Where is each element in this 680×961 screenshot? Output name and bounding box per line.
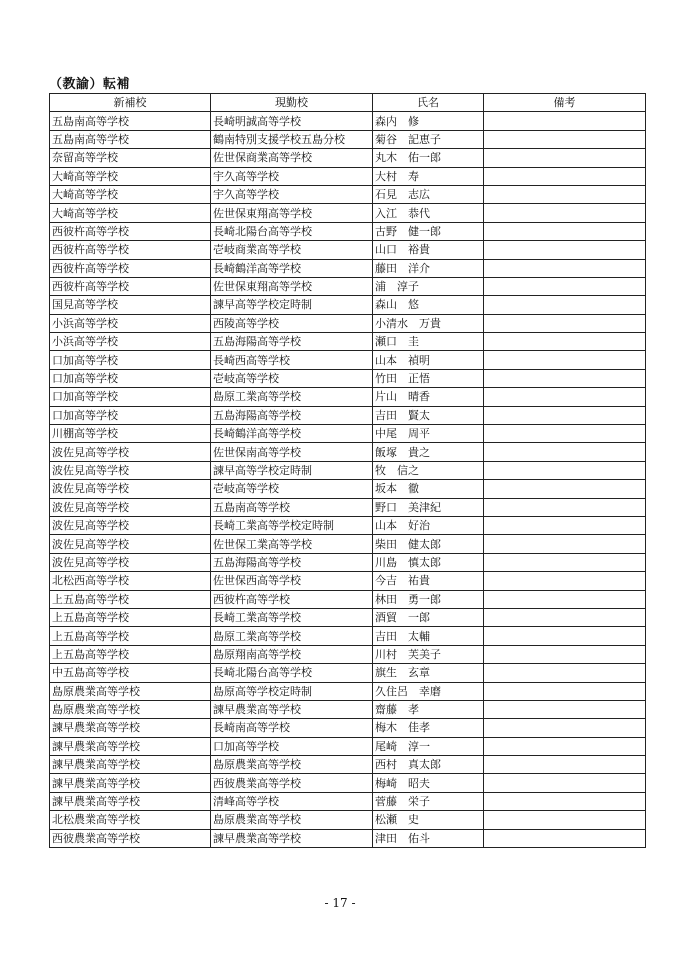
cell-current-school: 佐世保西高等学校 — [211, 572, 373, 590]
table-row — [50, 333, 646, 351]
cell-current-school: 島原農業高等学校 — [211, 811, 373, 829]
table-row — [50, 130, 646, 148]
cell-name: 小清水 万貴 — [373, 314, 484, 332]
cell-current-school: 長崎西高等学校 — [211, 351, 373, 369]
cell-current-school: 壱岐高等学校 — [211, 369, 373, 387]
cell-new-school: 西彼杵高等学校 — [50, 259, 211, 277]
table-row — [50, 461, 646, 479]
table-row — [50, 388, 646, 406]
cell-remarks — [484, 645, 646, 663]
cell-new-school: 上五島高等学校 — [50, 645, 211, 663]
cell-current-school: 長崎鶴洋高等学校 — [211, 259, 373, 277]
cell-name: 森山 悠 — [373, 296, 484, 314]
table-row — [50, 314, 646, 332]
cell-remarks — [484, 222, 646, 240]
cell-new-school: 国見高等学校 — [50, 296, 211, 314]
table-row — [50, 185, 646, 203]
cell-name: 林田 勇一郎 — [373, 590, 484, 608]
cell-new-school: 五島南高等学校 — [50, 130, 211, 148]
cell-name: 牧 信之 — [373, 461, 484, 479]
column-header-new-school: 新補校 — [50, 94, 211, 112]
cell-new-school: 西彼杵高等学校 — [50, 241, 211, 259]
cell-new-school: 川棚高等学校 — [50, 425, 211, 443]
cell-current-school: 諫早農業高等学校 — [211, 829, 373, 847]
cell-name: 酒貿 一郎 — [373, 608, 484, 626]
cell-name: 川村 芙美子 — [373, 645, 484, 663]
cell-remarks — [484, 167, 646, 185]
cell-remarks — [484, 369, 646, 387]
cell-new-school: 口加高等学校 — [50, 388, 211, 406]
cell-remarks — [484, 572, 646, 590]
cell-new-school: 島原農業高等学校 — [50, 682, 211, 700]
cell-new-school: 小浜高等学校 — [50, 333, 211, 351]
cell-name: 柴田 健太郎 — [373, 535, 484, 553]
cell-new-school: 西彼杵高等学校 — [50, 222, 211, 240]
cell-current-school: 五島海陽高等学校 — [211, 406, 373, 424]
cell-current-school: 西彼杵高等学校 — [211, 590, 373, 608]
table-row — [50, 664, 646, 682]
cell-name: 浦 淳子 — [373, 277, 484, 295]
table-row — [50, 112, 646, 130]
table-row — [50, 406, 646, 424]
cell-remarks — [484, 333, 646, 351]
cell-new-school: 西彼農業高等学校 — [50, 829, 211, 847]
cell-remarks — [484, 516, 646, 534]
cell-current-school: 壱岐商業高等学校 — [211, 241, 373, 259]
table-row — [50, 241, 646, 259]
cell-name: 飯塚 貴之 — [373, 443, 484, 461]
cell-new-school: 小浜高等学校 — [50, 314, 211, 332]
cell-new-school: 波佐見高等学校 — [50, 535, 211, 553]
cell-name: 今吉 祐貴 — [373, 572, 484, 590]
cell-new-school: 中五島高等学校 — [50, 664, 211, 682]
cell-current-school: 長崎北陽台高等学校 — [211, 664, 373, 682]
table-row — [50, 572, 646, 590]
cell-remarks — [484, 241, 646, 259]
table-row — [50, 682, 646, 700]
cell-remarks — [484, 149, 646, 167]
cell-remarks — [484, 756, 646, 774]
table-row — [50, 222, 646, 240]
table-row — [50, 204, 646, 222]
cell-name: 藤田 洋介 — [373, 259, 484, 277]
cell-remarks — [484, 811, 646, 829]
cell-name: 梅崎 昭夫 — [373, 774, 484, 792]
cell-name: 石見 志広 — [373, 185, 484, 203]
section-heading: （教諭）転補 — [49, 77, 131, 92]
cell-current-school: 長崎鶴洋高等学校 — [211, 425, 373, 443]
cell-current-school: 鶴南特別支援学校五島分校 — [211, 130, 373, 148]
cell-new-school: 波佐見高等学校 — [50, 553, 211, 571]
cell-name: 尾崎 淳一 — [373, 737, 484, 755]
cell-current-school: 五島南高等学校 — [211, 498, 373, 516]
cell-new-school: 波佐見高等学校 — [50, 498, 211, 516]
cell-new-school: 大崎高等学校 — [50, 204, 211, 222]
cell-name: 菅藤 栄子 — [373, 792, 484, 810]
table-row — [50, 774, 646, 792]
cell-current-school: 宇久高等学校 — [211, 167, 373, 185]
table-row — [50, 498, 646, 516]
cell-current-school: 西彼農業高等学校 — [211, 774, 373, 792]
cell-current-school: 口加高等学校 — [211, 737, 373, 755]
table-row — [50, 645, 646, 663]
cell-remarks — [484, 627, 646, 645]
cell-current-school: 長崎南高等学校 — [211, 719, 373, 737]
cell-current-school: 諫早高等学校定時制 — [211, 296, 373, 314]
table-row — [50, 480, 646, 498]
cell-current-school: 諫早高等学校定時制 — [211, 461, 373, 479]
cell-name: 中尾 周平 — [373, 425, 484, 443]
cell-remarks — [484, 774, 646, 792]
cell-remarks — [484, 185, 646, 203]
cell-current-school: 清峰高等学校 — [211, 792, 373, 810]
table-row — [50, 553, 646, 571]
cell-new-school: 諫早農業高等学校 — [50, 719, 211, 737]
cell-name: 森内 修 — [373, 112, 484, 130]
cell-name: 川島 慎太郎 — [373, 553, 484, 571]
cell-remarks — [484, 351, 646, 369]
table-row — [50, 535, 646, 553]
page-number: - 17 - — [324, 896, 356, 910]
table-header-row — [50, 94, 646, 112]
cell-current-school: 佐世保商業高等学校 — [211, 149, 373, 167]
cell-remarks — [484, 535, 646, 553]
transfer-table — [49, 93, 646, 848]
cell-current-school: 五島海陽高等学校 — [211, 333, 373, 351]
cell-remarks — [484, 608, 646, 626]
table-row — [50, 259, 646, 277]
cell-name: 古野 健一郎 — [373, 222, 484, 240]
table-row — [50, 167, 646, 185]
cell-current-school: 島原翔南高等学校 — [211, 645, 373, 663]
cell-current-school: 長崎北陽台高等学校 — [211, 222, 373, 240]
cell-remarks — [484, 682, 646, 700]
cell-name: 片山 晴香 — [373, 388, 484, 406]
cell-current-school: 佐世保工業高等学校 — [211, 535, 373, 553]
cell-current-school: 佐世保東翔高等学校 — [211, 204, 373, 222]
cell-name: 丸木 佑一郎 — [373, 149, 484, 167]
cell-new-school: 口加高等学校 — [50, 369, 211, 387]
cell-current-school: 西陵高等学校 — [211, 314, 373, 332]
cell-remarks — [484, 792, 646, 810]
cell-current-school: 佐世保東翔高等学校 — [211, 277, 373, 295]
cell-new-school: 諫早農業高等学校 — [50, 756, 211, 774]
table-row — [50, 756, 646, 774]
table-row — [50, 516, 646, 534]
table-row — [50, 811, 646, 829]
cell-new-school: 波佐見高等学校 — [50, 516, 211, 534]
cell-new-school: 諫早農業高等学校 — [50, 792, 211, 810]
cell-new-school: 上五島高等学校 — [50, 627, 211, 645]
cell-current-school: 壱岐高等学校 — [211, 480, 373, 498]
cell-new-school: 五島南高等学校 — [50, 112, 211, 130]
table-row — [50, 351, 646, 369]
cell-remarks — [484, 461, 646, 479]
cell-name: 竹田 正悟 — [373, 369, 484, 387]
table-body — [50, 112, 646, 848]
cell-current-school: 長崎工業高等学校定時制 — [211, 516, 373, 534]
cell-new-school: 大崎高等学校 — [50, 167, 211, 185]
table-row — [50, 719, 646, 737]
cell-name: 吉田 賢太 — [373, 406, 484, 424]
cell-new-school: 波佐見高等学校 — [50, 443, 211, 461]
cell-new-school: 奈留高等学校 — [50, 149, 211, 167]
cell-remarks — [484, 553, 646, 571]
cell-new-school: 島原農業高等学校 — [50, 700, 211, 718]
cell-name: 梅木 佳孝 — [373, 719, 484, 737]
column-header-name: 氏名 — [373, 94, 484, 112]
cell-name: 松瀬 史 — [373, 811, 484, 829]
cell-remarks — [484, 112, 646, 130]
cell-remarks — [484, 480, 646, 498]
cell-current-school: 島原工業高等学校 — [211, 388, 373, 406]
column-header-current-school: 現勤校 — [211, 94, 373, 112]
cell-remarks — [484, 443, 646, 461]
cell-remarks — [484, 700, 646, 718]
cell-name: 山口 裕貴 — [373, 241, 484, 259]
cell-remarks — [484, 296, 646, 314]
cell-current-school: 宇久高等学校 — [211, 185, 373, 203]
cell-remarks — [484, 737, 646, 755]
cell-name: 入江 恭代 — [373, 204, 484, 222]
cell-remarks — [484, 259, 646, 277]
cell-current-school: 諫早農業高等学校 — [211, 700, 373, 718]
table-row — [50, 627, 646, 645]
cell-current-school: 島原農業高等学校 — [211, 756, 373, 774]
cell-current-school: 島原工業高等学校 — [211, 627, 373, 645]
table-row — [50, 369, 646, 387]
cell-current-school: 五島海陽高等学校 — [211, 553, 373, 571]
cell-name: 津田 佑斗 — [373, 829, 484, 847]
cell-new-school: 北松農業高等学校 — [50, 811, 211, 829]
table-row — [50, 737, 646, 755]
column-header-remarks: 備考 — [484, 94, 646, 112]
cell-remarks — [484, 388, 646, 406]
cell-remarks — [484, 406, 646, 424]
cell-new-school: 波佐見高等学校 — [50, 480, 211, 498]
cell-remarks — [484, 829, 646, 847]
cell-remarks — [484, 425, 646, 443]
table-row — [50, 700, 646, 718]
cell-current-school: 長崎工業高等学校 — [211, 608, 373, 626]
cell-name: 西村 真太郎 — [373, 756, 484, 774]
cell-current-school: 島原高等学校定時制 — [211, 682, 373, 700]
cell-remarks — [484, 664, 646, 682]
cell-new-school: 上五島高等学校 — [50, 608, 211, 626]
cell-new-school: 大崎高等学校 — [50, 185, 211, 203]
cell-new-school: 波佐見高等学校 — [50, 461, 211, 479]
table-row — [50, 443, 646, 461]
cell-new-school: 諫早農業高等学校 — [50, 737, 211, 755]
cell-name: 野口 美津紀 — [373, 498, 484, 516]
cell-new-school: 上五島高等学校 — [50, 590, 211, 608]
cell-name: 大村 寿 — [373, 167, 484, 185]
cell-new-school: 口加高等学校 — [50, 351, 211, 369]
cell-name: 坂本 徹 — [373, 480, 484, 498]
cell-name: 吉田 太輔 — [373, 627, 484, 645]
table-row — [50, 425, 646, 443]
cell-remarks — [484, 590, 646, 608]
cell-name: 菊谷 記恵子 — [373, 130, 484, 148]
cell-remarks — [484, 498, 646, 516]
table-row — [50, 296, 646, 314]
table-row — [50, 149, 646, 167]
cell-name: 山本 禎明 — [373, 351, 484, 369]
cell-remarks — [484, 719, 646, 737]
table-row — [50, 829, 646, 847]
cell-new-school: 口加高等学校 — [50, 406, 211, 424]
table-row — [50, 590, 646, 608]
cell-new-school: 諫早農業高等学校 — [50, 774, 211, 792]
cell-remarks — [484, 277, 646, 295]
cell-remarks — [484, 314, 646, 332]
cell-remarks — [484, 204, 646, 222]
cell-name: 瀬口 圭 — [373, 333, 484, 351]
table-row — [50, 277, 646, 295]
cell-remarks — [484, 130, 646, 148]
cell-new-school: 北松西高等学校 — [50, 572, 211, 590]
table-row — [50, 792, 646, 810]
cell-name: 久住呂 幸磨 — [373, 682, 484, 700]
cell-new-school: 西彼杵高等学校 — [50, 277, 211, 295]
cell-name: 旗生 玄章 — [373, 664, 484, 682]
cell-current-school: 長崎明誠高等学校 — [211, 112, 373, 130]
cell-name: 齋藤 孝 — [373, 700, 484, 718]
table-row — [50, 608, 646, 626]
cell-name: 山本 好治 — [373, 516, 484, 534]
cell-current-school: 佐世保南高等学校 — [211, 443, 373, 461]
